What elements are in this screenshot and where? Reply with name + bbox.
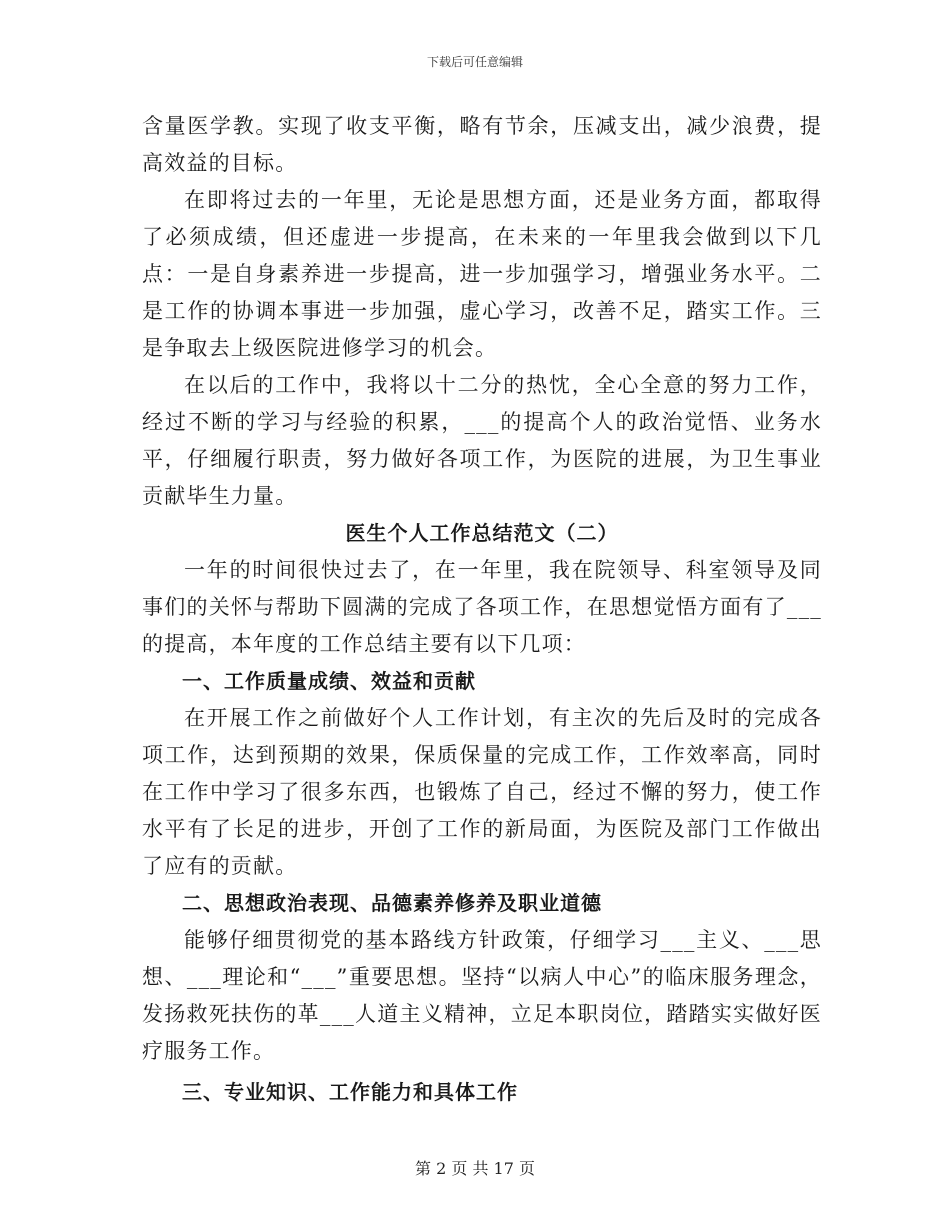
paragraph-1: 含量医学教。实现了收支平衡，略有节余，压减支出，减少浪费，提高效益的目标。 — [142, 114, 822, 175]
document-body — [142, 108, 822, 1114]
paragraph-3: 在以后的工作中，我将以十二分的热忱，全心全意的努力工作，经过不断的学习与经验的积累，___的提高个人的政治觉悟、业务水平，仔细履行职责，努力做好各项工作，为医院的进展，为卫生事业贡献毕生力量。 — [142, 373, 822, 508]
paragraph-6: 能够仔细贯彻党的基本路线方针政策，仔细学习___主义、___思想、___理论和“___”重要思想。坚持“以病人中心”的临床服务理念，发扬救死扶伤的革___人道主义精神，立足本职岗位，踏踏实实做好医疗服务工作。 — [142, 928, 822, 1063]
section-title: 医生个人工作总结范文（二） — [345, 521, 619, 545]
paragraph-2: 在即将过去的一年里，无论是思想方面，还是业务方面，都取得了必须成绩，但还虚进一步提高，在未来的一年里我会做到以下几点：一是自身素养进一步提高，进一步加强学习，增强业务水平。二是工作的协调本事进一步加强，虚心学习，改善不足，踏实工作。三是争取去上级医院进修学习的机会。 — [142, 188, 822, 360]
heading-2: 二、思想政治表现、品德素养修养及职业道德 — [182, 891, 602, 915]
heading-3: 三、专业知识、工作能力和具体工作 — [182, 1080, 518, 1104]
paragraph-5: 在开展工作之前做好个人工作计划，有主次的先后及时的完成各项工作，达到预期的效果，保质保量的完成工作，工作效率高，同时在工作中学习了很多东西，也锻炼了自己，经过不懈的努力，使工作水平有了长足的进步，开创了工作的新局面，为医院及部门工作做出了应有的贡献。 — [142, 706, 822, 878]
header-note: 下载后可任意编辑 — [426, 55, 523, 69]
heading-1: 一、工作质量成绩、效益和贡献 — [182, 669, 476, 693]
page-number: 第 2 页 共 17 页 — [415, 1159, 535, 1178]
paragraph-4: 一年的时间很快过去了，在一年里，我在院领导、科室领导及同事们的关怀与帮助下圆满的完成了各项工作，在思想觉悟方面有了___的提高，本年度的工作总结主要有以下几项： — [142, 558, 822, 656]
